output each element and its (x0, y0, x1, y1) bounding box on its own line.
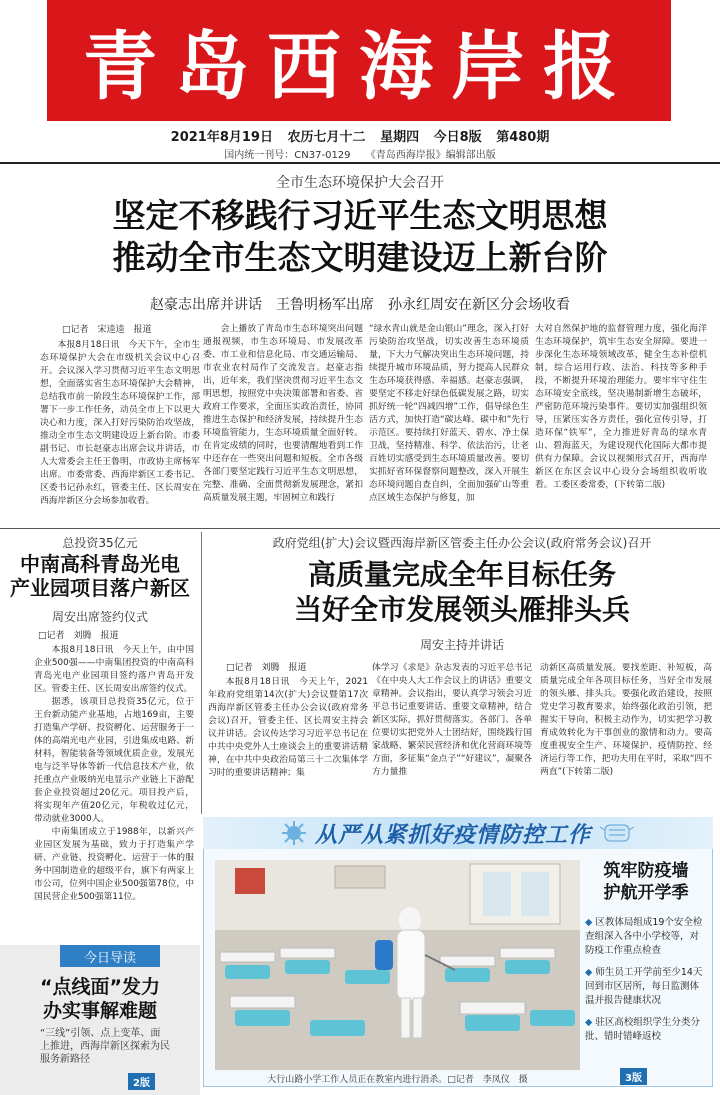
date: 2021年8月19日 (170, 130, 273, 145)
left-subhead: 周安出席签约仪式 (51, 610, 148, 624)
left-byline: □记者 刘腾 报道 (38, 631, 119, 641)
guide-summary: “三线”引领、点上变革、面上推进，西海岸新区探索为民服务新路径 (40, 1028, 170, 1065)
classroom-disinfection-photo (215, 860, 580, 1070)
gov-col-2 (372, 662, 532, 812)
left-paragraph-2: 据悉，该项目总投资35亿元，位于王台新动能产业基地，占地169亩，主要打造集产学研、投资孵化、运营服务于一体的高端光电产业园，引进集成电路、新材料，智能装备等领域优质企业，发展光电与泛半导体等新一代信息技术产业，依托重点产业吸纳光电显示产业链上下游配套企业投资超过20亿元。项目投产后，将实现年产值20亿元，年税收过亿元，带动就业3000人。 (34, 697, 194, 824)
left-paragraph-1: 本报8月18日讯 今天上午，由中国企业500强——中南集团投资的中南高科青岛光电产业园项目签约落户青岛开发区。管委主任、区长周安出席签约仪式。 (34, 645, 194, 694)
diamond-bullet-icon: ◆ (585, 1017, 596, 1028)
gov-col-2-text: 体学习《求是》杂志发表的习近平总书记《在中央人大工作会议上的讲话》重要文章精神。会议指出，要认真学习领会习近平总书记重要讲话、重要文章精神，结合新区实际，抓好贯彻落实。各部门、各单位要切实把党外人士团结好，围绕践行国家战略、繁荣民营经济和优化营商环境等方面，多征集“金点子”“好建议”，凝聚各方力量推 (372, 663, 532, 777)
gov-col-1-text: 本报8月18日讯 今天上午，2021年政府党组第14次(扩大)会议暨第17次西海岸新区管委主任办公会议(政府常务会议)召开，管委主任、区长周安主持会议并讲话。会议传达学习习近平总书记在中共中央党外人士座谈会上的重要讲话精神，在中共中央政治局第三十二次集体学习时的重要讲话精神；集 (208, 677, 368, 778)
top-rule (0, 162, 720, 164)
masthead-title: 青岛西海岸报 (83, 23, 635, 110)
sidebar-headline-2: 护航开学季 (603, 883, 689, 903)
left-kicker: 总投资35亿元 (62, 536, 138, 550)
guide-label: 今日导读 (83, 950, 136, 966)
diamond-bullet-icon: ◆ (585, 917, 596, 928)
diamond-bullet-icon: ◆ (585, 967, 596, 978)
guide-headline-1: “点线面”发力 (40, 976, 160, 998)
weekday: 星期四 (380, 130, 420, 145)
page-count: 今日8版 (433, 130, 482, 145)
lead-byline: □记者 宋逵逵 报道 (62, 325, 152, 335)
guide-headline-2: 办实事解难题 (42, 1000, 157, 1022)
sidebar-item: ◆ 师生员工开学前至少14天回到市区居所，每日监测体温并报告健康状况 (585, 967, 703, 1006)
lead-col-1 (40, 322, 200, 529)
lead-headline-2: 推动全市生态文明建设迈上新台阶 (112, 238, 608, 277)
left-headline-1: 中南高科青岛光电 (20, 552, 180, 576)
masthead (47, 0, 671, 121)
pandemic-banner (203, 817, 713, 849)
lunar-date: 农历七月十二 (287, 130, 366, 145)
column-divider (201, 532, 202, 814)
sidebar-item: ◆ 驻区高校组织学生分类分批、错时错峰返校 (585, 1017, 700, 1042)
left-paragraph-3: 中南集团成立于1988年，以新兴产业园区发展为基础，致力于打造集产学研、产业链、投资孵化、运营于一体的服务中国制造业的超级平台，旗下有两家上市公司，位列中国企业500强第78位，中国民营企业500强第11位。 (34, 827, 194, 902)
guide-page-link[interactable]: 2版 (128, 1073, 155, 1090)
lead-col-3 (369, 323, 529, 523)
publication-info (0, 146, 720, 161)
virus-icon (281, 820, 307, 846)
lead-subhead: 赵豪志出席并讲话 王鲁明杨军出席 孙永红周安在新区分会场收看 (150, 297, 570, 313)
gov-col-1 (208, 660, 368, 811)
section-rule (0, 528, 720, 529)
gov-col-3-text: 动新区高质量发展。要找差距、补短板，高质量完成全年各项目标任务，当好全市发展的领头雁、排头兵。要强化政治建设，按照党史学习教育要求，始终强化政治引领，把握实干导向，积极主动作为，切实把学习教育成效转化为干事创业的激情和动力。要高度重视安全生产、环境保护、疫情防控、经济运行等工作，把功夫用在平时，采取“四不两直”(下转第二版) (540, 663, 712, 777)
photo-caption: 大行山路小学工作人员正在教室内进行消杀。□记者 李凤仪 摄 (267, 1075, 528, 1085)
left-headline-2: 产业园项目落户新区 (10, 576, 190, 600)
dateline (0, 126, 720, 145)
gov-headline-1: 高质量完成全年目标任务 (307, 558, 616, 591)
mask-icon (599, 822, 635, 844)
lead-col-4-text: 大对自然保护地的监督管理力度，强化海洋生态环境保护，筑牢生态安全屏障。要进一步深化生态环境领域改革，健全生态补偿机制，综合运用行政、法治、科技等多种手段，不断提升环境治理能力。要牢牢守住生态环境安全底线，坚决遏制新增生态破坏，严密防范环境污染事件。要切实加强组织领导，压紧压实各方责任，强化宣传引导，打造环保“铁军”，全力推进好青岛的绿水青山、碧海蓝天，为建设现代化国际大都市提供有力保障。会议以视频形式召开，西海岸新区在东区会议中心设分会场组织收听收看。工委区委常委，(下转第二版) (535, 324, 707, 490)
publisher: 《青岛西海岸报》编辑部出版 (365, 150, 496, 161)
lead-kicker: 全市生态环境保护大会召开 (276, 175, 444, 191)
gov-col-3 (540, 662, 712, 812)
guide-label-bar (60, 945, 160, 967)
gov-headline-2: 当好全市发展领头雁排头兵 (293, 593, 630, 626)
lead-col-3-text: “绿水青山就是金山银山”理念，深入打好污染防治攻坚战，切实改善生态环境质量，下大力气解决突出生态环境问题，持续提升城市环境品质，努力提高人民群众生态环境获得感、幸福感。赵豪志强调，要坚定不移走好绿色低碳发展之路，切实抓好统一轮“四减四增”工作，倡导绿色生活方式，加快打造“碳达峰、碳中和”先行示范区。要持续打好蓝天、碧水、净土保卫战，坚持精准、科学、依法治污，让老百姓切实感受到生态环境质量改善。要切实抓好省环保督察问题整改，深入开展生态环境问题自查自纠，全面加强矿山等重点区域生态保护与修复，加 (369, 324, 529, 503)
gov-kicker: 政府党组(扩大)会议暨西海岸新区管委主任办公会议(政府常务会议)召开 (272, 536, 652, 550)
today-guide[interactable] (0, 945, 200, 1095)
pandemic-sidebar (585, 860, 707, 1082)
lead-col-2 (203, 323, 363, 523)
sidebar-item: ◆ 区教体局组成19个安全检查组深入各中小学校等，对防疫工作重点检查 (585, 917, 703, 956)
lead-headline-1: 坚定不移践行习近平生态文明思想 (112, 196, 608, 235)
lead-col-2-text: 会上播放了青岛市生态环境突出问题通报视频，市生态环境局、市发展改革委、市工业和信息化局、市交通运输局、市农业农村局作了交流发言。赵豪志指出，近年来，我们坚决贯彻习近平生态文明思想，按照党中央决策部署和省委、省政府工作要求，全面压实政治责任，协同推进生态保护和经济发展，持续提升生态环境监管能力，生态环境质量全面好转。在肯定成绩的同时，也要清醒地看到工作中还存在一些突出问题和短板。全市各级各部门要坚定践行习近平生态文明思想，完整、准确、全面贯彻新发展理念，紧扣高质量发展主题，牢固树立和践行 (203, 324, 363, 503)
issue-number: 第480期 (496, 130, 550, 145)
pandemic-page-link[interactable]: 3版 (620, 1068, 647, 1085)
gov-subhead: 周安主持并讲话 (419, 638, 504, 652)
left-article (34, 628, 194, 934)
lead-col-4 (535, 323, 707, 523)
sidebar-headline-1: 筑牢防疫墙 (603, 861, 689, 881)
lead-col-1-text: 本报8月18日讯 今天下午，全市生态环境保护大会在市级机关会议中心召开。会议深入学习贯彻习近平生态文明思想，全面落实省生态环境保护大会精神，总结我市前一阶段生态环境保护工作，部署下一步工作任务，动员全市上下以更大决心和力度，深入打好污染防治攻坚战，推动全市生态文明建设迈上新台阶。市委副书记、市长赵豪志出席会议并讲话，市人大常委会主任王鲁明，市政协主席杨军出席。市委常委、西海岸新区工委书记、区委书记孙永红，管委主任、区长周安在西海岸新区分会场参加收看。 (40, 340, 200, 506)
gov-byline: □记者 刘腾 报道 (226, 663, 307, 673)
cn-number: 国内统一刊号：CN37-0129 (224, 150, 351, 161)
pandemic-banner-text: 从严从紧抓好疫情防控工作 (314, 822, 591, 848)
